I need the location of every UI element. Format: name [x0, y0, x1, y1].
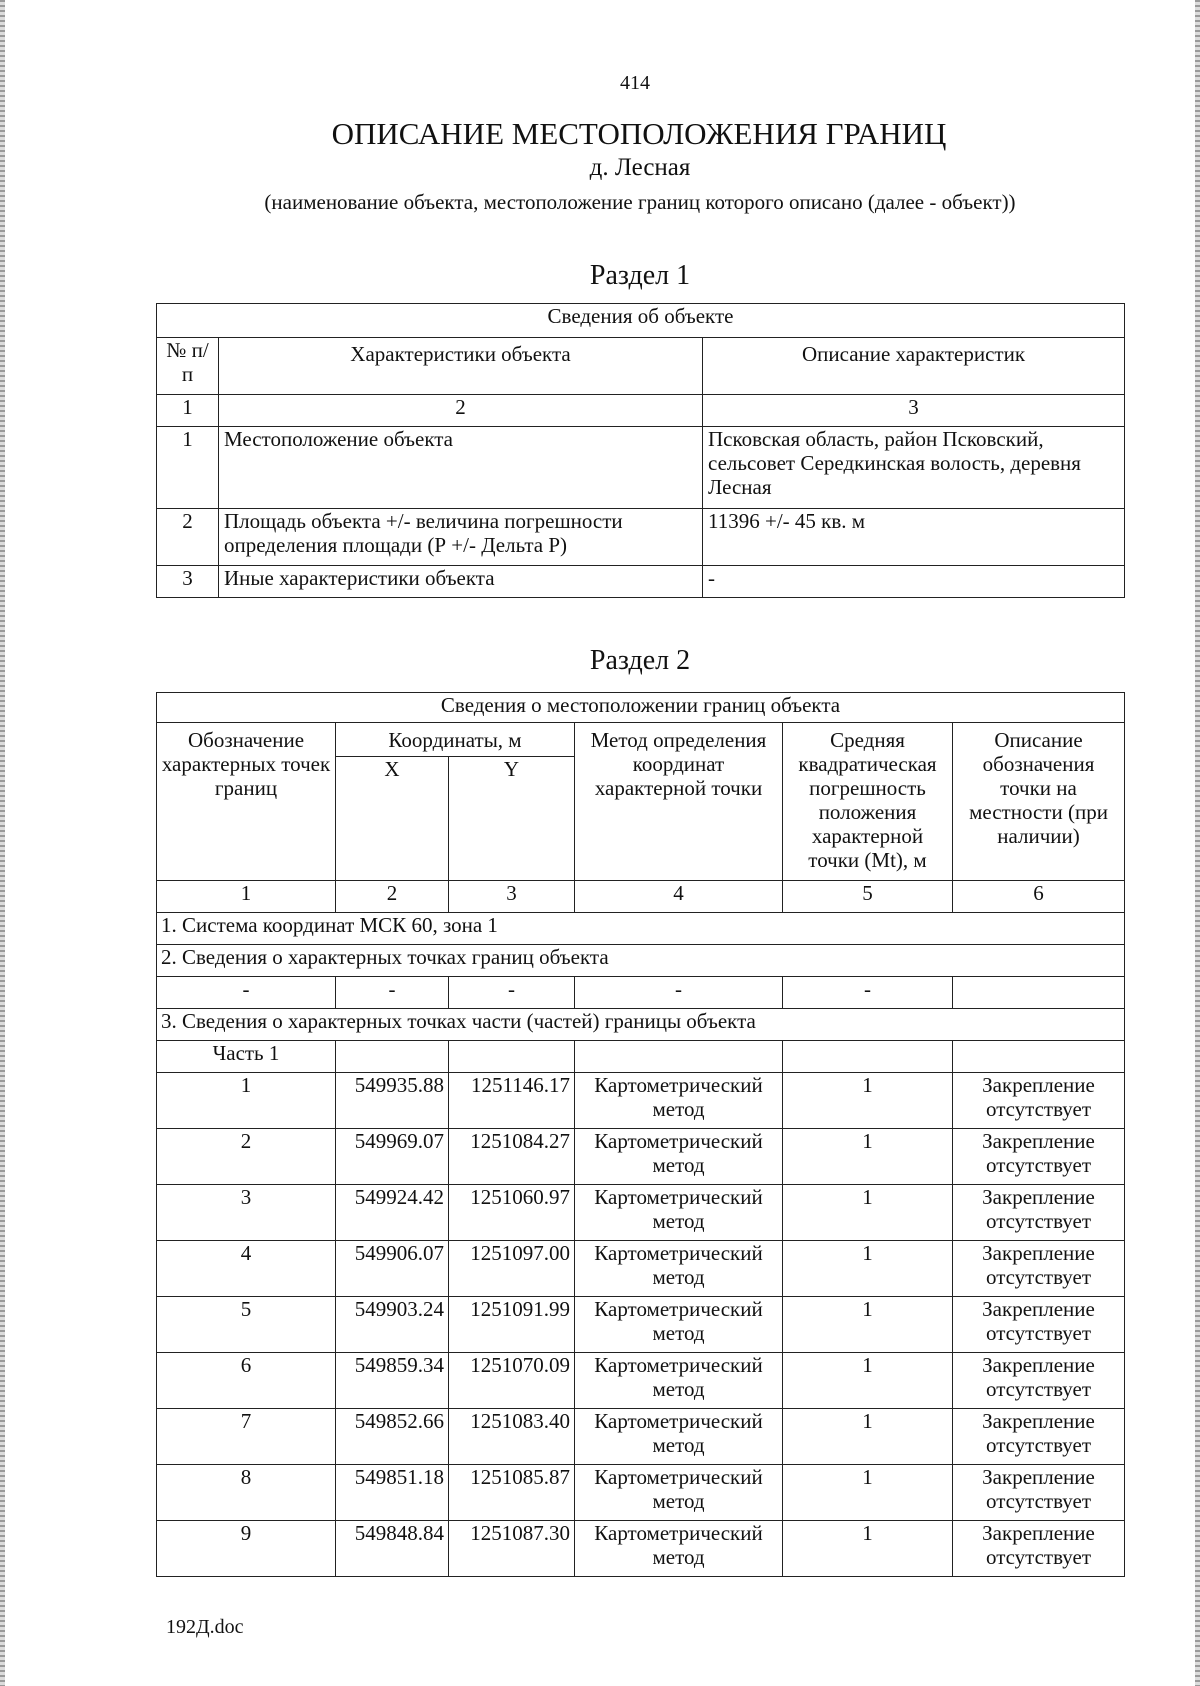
column-number: 5: [783, 881, 953, 913]
row-number: 1: [157, 427, 219, 509]
point-method: Картометрический метод: [575, 1353, 783, 1409]
boundary-points-table: [156, 692, 1125, 1577]
point-x: 549848.84: [336, 1521, 449, 1577]
table-row: [157, 566, 1125, 598]
dash-cell: -: [449, 977, 575, 1009]
header-num: № п/п: [157, 338, 219, 395]
point-x: 549924.42: [336, 1185, 449, 1241]
point-x: 549969.07: [336, 1129, 449, 1185]
dash-cell: -: [157, 977, 336, 1009]
table-caption: Сведения о местоположении границ объекта: [157, 693, 1125, 723]
point-marking: Закрепление отсутствует: [953, 1073, 1125, 1129]
dash-cell: -: [783, 977, 953, 1009]
point-method: Картометрический метод: [575, 1465, 783, 1521]
header-marking: Описание обозначения точки на местности (при наличии): [953, 723, 1125, 881]
point-error: 1: [783, 1185, 953, 1241]
point-error: 1: [783, 1521, 953, 1577]
point-error: 1: [783, 1465, 953, 1521]
point-id: 9: [157, 1521, 336, 1577]
table-row: [157, 509, 1125, 566]
point-marking: Закрепление отсутствует: [953, 1185, 1125, 1241]
point-method: Картометрический метод: [575, 1241, 783, 1297]
column-number: 6: [953, 881, 1125, 913]
column-number: 2: [219, 395, 703, 427]
point-row: [157, 1521, 1125, 1577]
point-row: [157, 1465, 1125, 1521]
point-method: Картометрический метод: [575, 1409, 783, 1465]
point-id: 2: [157, 1129, 336, 1185]
point-x: 549859.34: [336, 1353, 449, 1409]
header-y: Y: [449, 757, 575, 881]
point-x: 549906.07: [336, 1241, 449, 1297]
point-id: 4: [157, 1241, 336, 1297]
empty-points-row: [157, 977, 1125, 1009]
scan-edge-left: [0, 0, 5, 1686]
point-method: Картометрический метод: [575, 1129, 783, 1185]
scan-edge-right: [1195, 0, 1200, 1686]
point-marking: Закрепление отсутствует: [953, 1241, 1125, 1297]
header-error: Средняя квадратическая погрешность положения характерной точки (Мt), м: [783, 723, 953, 881]
dash-cell: [953, 977, 1125, 1009]
row-description: Псковская область, район Псковский, сельсовет Середкинская волость, деревня Лесная: [703, 427, 1125, 509]
header-coordinates: Координаты, м: [336, 723, 575, 757]
point-y: 1251083.40: [449, 1409, 575, 1465]
point-id: 5: [157, 1297, 336, 1353]
point-row: [157, 1241, 1125, 1297]
column-number: 1: [157, 395, 219, 427]
point-y: 1251087.30: [449, 1521, 575, 1577]
footer-filename: 192Д.doc: [166, 1616, 244, 1638]
section-1-heading: Раздел 1: [589, 260, 691, 291]
row-characteristic: Иные характеристики объекта: [219, 566, 703, 598]
point-marking: Закрепление отсутствует: [953, 1129, 1125, 1185]
object-points-row: 2. Сведения о характерных точках границ объекта: [157, 945, 1125, 977]
point-method: Картометрический метод: [575, 1297, 783, 1353]
row-characteristic: Площадь объекта +/- величина погрешности определения площади (Р +/- Дельта Р): [219, 509, 703, 566]
header-method: Метод определения координат характерной точки: [575, 723, 783, 881]
dash-cell: -: [575, 977, 783, 1009]
point-row: [157, 1297, 1125, 1353]
point-error: 1: [783, 1409, 953, 1465]
point-marking: Закрепление отсутствует: [953, 1297, 1125, 1353]
point-y: 1251085.87: [449, 1465, 575, 1521]
point-error: 1: [783, 1241, 953, 1297]
point-y: 1251091.99: [449, 1297, 575, 1353]
part-label: Часть 1: [157, 1041, 336, 1073]
document-note: (наименование объекта, местоположение границ которого описано (далее - объект)): [264, 190, 1016, 214]
row-number: 3: [157, 566, 219, 598]
part-points-row: 3. Сведения о характерных точках части (частей) границы объекта: [157, 1009, 1125, 1041]
object-info-table: [156, 303, 1125, 598]
column-number: 2: [336, 881, 449, 913]
point-method: Картометрический метод: [575, 1073, 783, 1129]
point-error: 1: [783, 1297, 953, 1353]
document-title: ОПИСАНИЕ МЕСТОПОЛОЖЕНИЯ ГРАНИЦ: [331, 116, 947, 151]
column-number: 3: [703, 395, 1125, 427]
section-2-heading: Раздел 2: [589, 645, 691, 676]
point-id: 7: [157, 1409, 336, 1465]
point-error: 1: [783, 1073, 953, 1129]
header-x: X: [336, 757, 449, 881]
point-method: Картометрический метод: [575, 1185, 783, 1241]
point-method: Картометрический метод: [575, 1521, 783, 1577]
document-subtitle: д. Лесная: [589, 154, 691, 181]
table-row: [157, 427, 1125, 509]
dash-cell: -: [336, 977, 449, 1009]
point-x: 549903.24: [336, 1297, 449, 1353]
point-x: 549935.88: [336, 1073, 449, 1129]
point-y: 1251060.97: [449, 1185, 575, 1241]
header-characteristic: Характеристики объекта: [219, 338, 703, 395]
point-row: [157, 1073, 1125, 1129]
point-marking: Закрепление отсутствует: [953, 1409, 1125, 1465]
point-error: 1: [783, 1129, 953, 1185]
table-caption: Сведения об объекте: [157, 304, 1125, 338]
coordinate-system-row: 1. Система координат МСК 60, зона 1: [157, 913, 1125, 945]
row-description: -: [703, 566, 1125, 598]
row-description: 11396 +/- 45 кв. м: [703, 509, 1125, 566]
point-row: [157, 1185, 1125, 1241]
point-y: 1251084.27: [449, 1129, 575, 1185]
point-y: 1251070.09: [449, 1353, 575, 1409]
header-point: Обозначение характерных точек границ: [157, 723, 336, 881]
point-row: [157, 1353, 1125, 1409]
point-id: 6: [157, 1353, 336, 1409]
point-id: 3: [157, 1185, 336, 1241]
point-x: 549851.18: [336, 1465, 449, 1521]
point-y: 1251146.17: [449, 1073, 575, 1129]
point-id: 1: [157, 1073, 336, 1129]
header-description: Описание характеристик: [703, 338, 1125, 395]
point-row: [157, 1409, 1125, 1465]
point-x: 549852.66: [336, 1409, 449, 1465]
point-marking: Закрепление отсутствует: [953, 1465, 1125, 1521]
row-characteristic: Местоположение объекта: [219, 427, 703, 509]
point-marking: Закрепление отсутствует: [953, 1521, 1125, 1577]
column-number: 1: [157, 881, 336, 913]
point-row: [157, 1129, 1125, 1185]
page-number: 414: [620, 72, 650, 94]
point-error: 1: [783, 1353, 953, 1409]
column-number: 4: [575, 881, 783, 913]
row-number: 2: [157, 509, 219, 566]
point-id: 8: [157, 1465, 336, 1521]
point-marking: Закрепление отсутствует: [953, 1353, 1125, 1409]
column-number: 3: [449, 881, 575, 913]
point-y: 1251097.00: [449, 1241, 575, 1297]
